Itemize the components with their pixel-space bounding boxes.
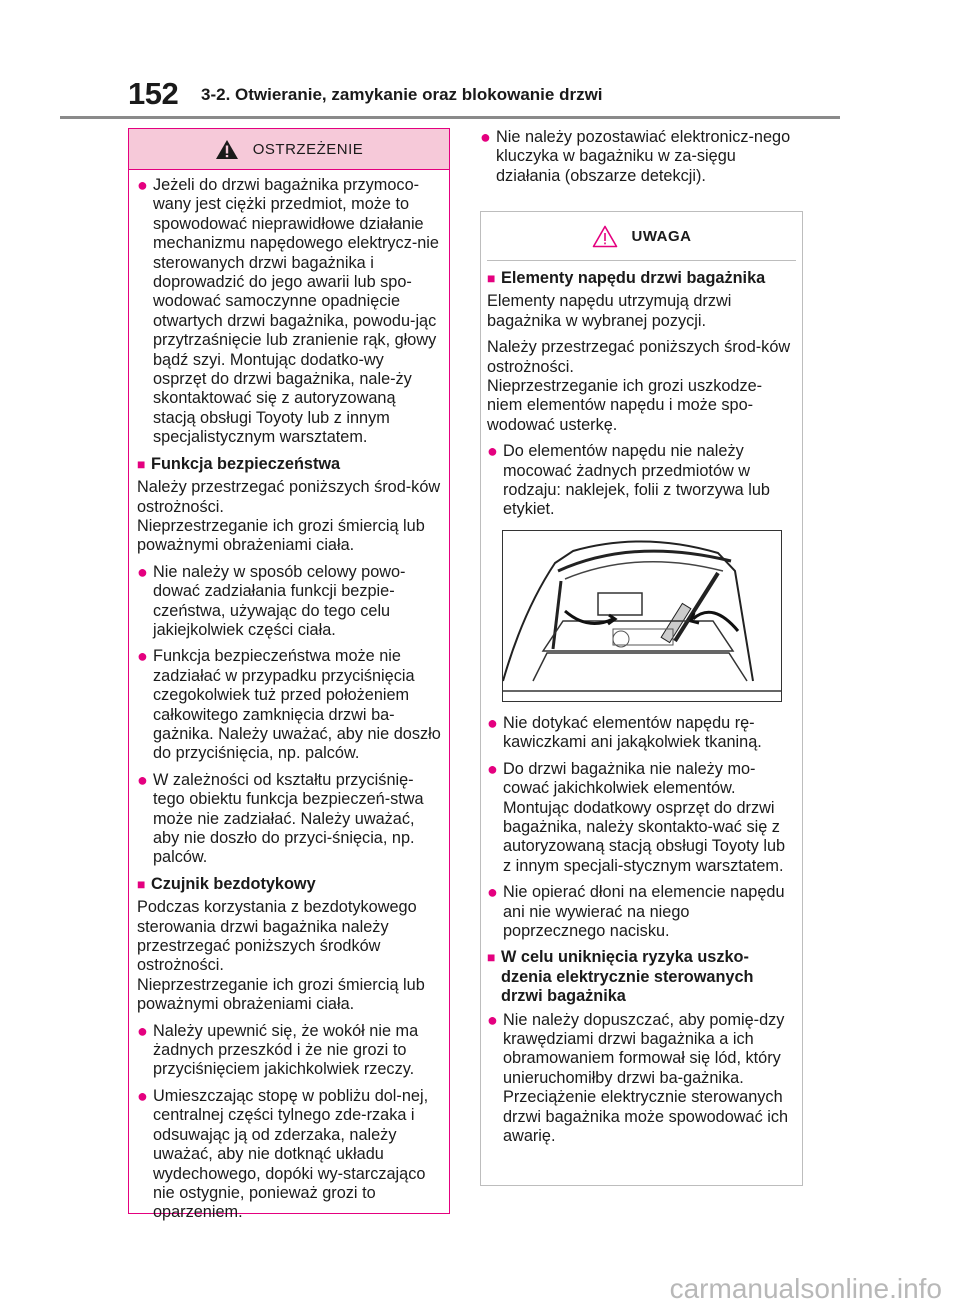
warning-box [128, 128, 450, 1222]
square-bullet-icon: ■ [487, 270, 496, 286]
warning-paragraph: Podczas korzystania z bezdotykowego sterowania drzwi bagażnika należy przestrzegać poniższych środków ostrożności. Nieprzestrzeganie ich grozi śmiercią lub poważnymi obrażeniami ciała. [137, 898, 425, 1014]
bullet-dot-icon: ● [137, 646, 148, 667]
bullet-dot-icon: ● [137, 1085, 148, 1106]
warning-triangle-icon [215, 139, 239, 160]
watermark: carmanualsonline.info [669, 1273, 942, 1304]
caution-bullet: ● Do elementów napędu nie należy mocować żadnych przedmiotów w rodzaju: naklejek, folii z tworzywa lub etykiet. [487, 441, 770, 519]
square-bullet-icon: ■ [137, 875, 146, 892]
bullet-dot-icon: ● [480, 127, 491, 147]
bullet-dot-icon: ● [487, 1009, 498, 1030]
trunk-strut-illustration [502, 530, 782, 702]
warning-content [129, 170, 449, 1223]
open-tailgate-drawing [503, 531, 781, 701]
bullet-dot-icon: ● [487, 758, 498, 779]
caution-subheading: ■ W celu uniknięcia ryzyka uszko-dzenia elektrycznie sterowanych drzwi bagażnika [487, 948, 754, 1006]
warning-bullet: ● Funkcja bezpieczeństwa może nie zadziałać w przypadku przyciśnięcia czegokolwiek tuż przed położeniem całkowitego zamknięcia drzwi ba-gażnika. Należy uważać, aby nie doszło do przyciśnięcia, np. palców. [137, 646, 441, 763]
caution-bullet: ● Nie dotykać elementów napędu rę-kawiczkami ani jakąkolwiek tkaniną. [487, 712, 762, 752]
warning-subheading: ■ Funkcja bezpieczeństwa [137, 454, 341, 473]
caution-paragraph: Elementy napędu utrzymują drzwi bagażnika w wybranej pozycji. [487, 292, 732, 330]
warning-subheading: ■ Czujnik bezdotykowy [137, 874, 316, 893]
caution-paragraph: Należy przestrzegać poniższych środ-ków ostrożności. Nieprzestrzeganie ich grozi uszkodze-niem elementów napędu i może spo-wodować usterkę. [487, 338, 791, 434]
warning-header [129, 129, 449, 170]
bullet-dot-icon: ● [137, 561, 148, 582]
caution-triangle-icon [592, 225, 618, 248]
warning-bullet: ● Nie należy pozostawiać elektronicz-nego kluczyka w bagażniku w za-sięgu działania (obszarze detekcji). [480, 127, 791, 185]
caution-bullet: ● Nie należy dopuszczać, aby pomię-dzy krawędziami drzwi bagażnika a ich obramowaniem formował się lód, który unieruchomiłby drzwi ba-gażnika. Przeciążenie elektrycznie sterowanych drzwi bagażnika może spowodować ich awarię. [487, 1009, 789, 1145]
warning-paragraph: Należy przestrzegać poniższych środ-ków ostrożności. Nieprzestrzeganie ich grozi śmiercią lub poważnymi obrażeniami ciała. [137, 478, 441, 555]
caution-bullet: ● Nie opierać dłoni na elemencie napędu ani nie wywierać na niego poprzecznego nacisku. [487, 882, 785, 940]
section-title: 3-2. Otwieranie, zamykanie oraz blokowanie drzwi [201, 85, 603, 104]
bullet-dot-icon: ● [487, 441, 498, 462]
warning-bullet: ● Jeżeli do drzwi bagażnika przymoco-wany jest ciężki przedmiot, może to spowodować nieprawidłowe działanie mechanizmu napędowego elektrycz-nie sterowanych drzwi bagażnika i doprowadzić do jego awarii lub spo-wodować samoczynne opadnięcie otwartych drzwi bagażnika, powodu-jąc przytrzaśnięcie lub zranienie rąk, głowy bądź szyi. Montując dodatko-wy osprzęt do drzwi bagażnika, nale-ży skontaktować się z autoryzowaną stacją obsługi Toyoty lub z innym specjalistycznym warsztatem. [137, 175, 439, 447]
caution-subheading: ■ Elementy napędu drzwi bagażnika [487, 269, 766, 287]
bullet-dot-icon: ● [487, 712, 498, 733]
bullet-dot-icon: ● [137, 769, 148, 790]
caution-header [487, 212, 796, 261]
bullet-dot-icon: ● [137, 175, 148, 195]
continued-warning-text [480, 128, 803, 193]
page-header [128, 76, 838, 116]
warning-bullet: ● Nie należy w sposób celowy powo-dować zadziałania funkcji bezpie-czeństwa, używając do tego celu jakiejkolwiek części ciała. [137, 561, 406, 639]
warning-bullet: ● Należy upewnić się, że wokół nie ma żadnych przeszkód i że nie grozi to przyciśnięciem jakichkolwiek rzeczy. [137, 1020, 419, 1079]
caution-title: UWAGA [631, 227, 692, 245]
caution-content [481, 261, 802, 1146]
warning-title: OSTRZEŻENIE [252, 140, 364, 158]
square-bullet-icon: ■ [137, 455, 146, 472]
bullet-dot-icon: ● [487, 882, 498, 903]
caution-box [480, 211, 803, 1186]
caution-bullet: ● Do drzwi bagażnika nie należy mo-cować jakichkolwiek elementów. Montując dodatkowy osprzęt do drzwi bagażnika, należy skontakto-wać się z autoryzowaną stacją obsługi Toyoty lub z innym specjali-stycznym warsztatem. [487, 758, 786, 875]
page-number: 152 [128, 76, 179, 111]
warning-bullet: ● Umieszczając stopę w pobliżu dol-nej, centralnej części tylnego zde-rzaka i odsuwając ją od zderzaka, należy uważać, aby nie dotknąć układu wydechowego, dopóki wy-starczająco nie ostygnie, ponieważ grozi to oparzeniem. [137, 1085, 429, 1222]
warning-bullet: ● W zależności od kształtu przyciśnię-tego obiektu funkcja bezpieczeń-stwa może nie zadziałać. Należy uważać, aby nie doszło do przyci-śnięcia, np. palców. [137, 769, 424, 867]
bullet-dot-icon: ● [137, 1020, 148, 1041]
header-rule [60, 116, 840, 119]
square-bullet-icon: ■ [487, 949, 496, 966]
